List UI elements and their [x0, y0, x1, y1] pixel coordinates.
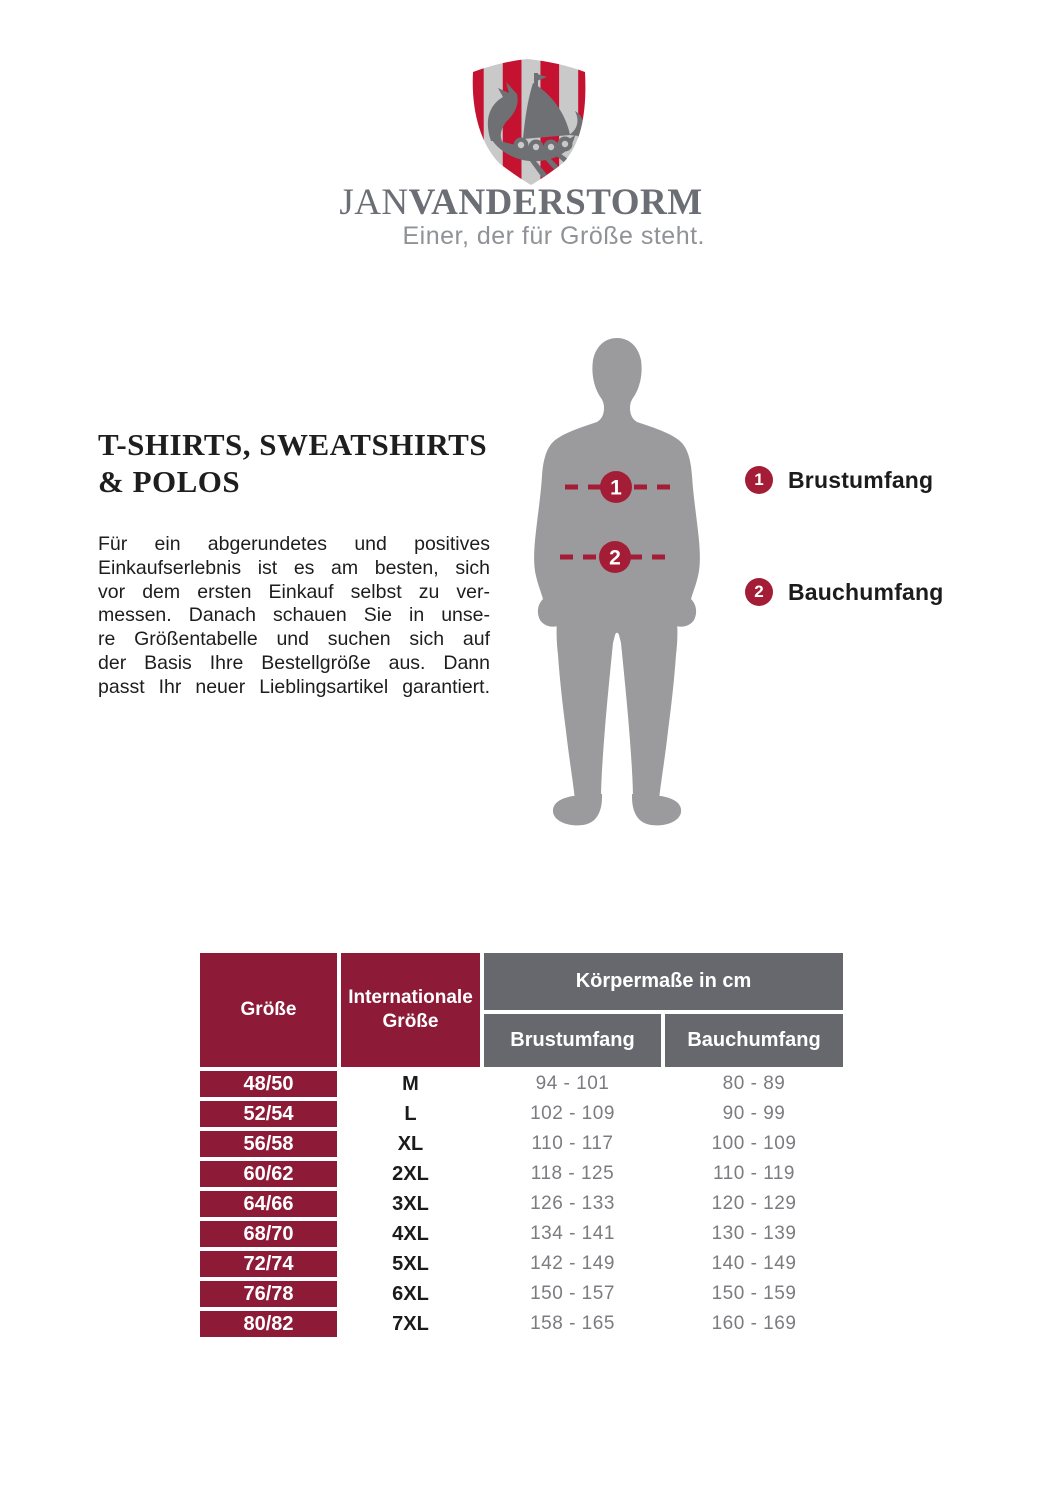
header-bauchumfang: Bauchumfang — [665, 1014, 843, 1067]
table-cell-brust: 102 - 109 — [530, 1103, 615, 1124]
table-cell-brust: 134 - 141 — [530, 1223, 615, 1244]
table-cell-international: 6XL — [392, 1282, 429, 1305]
table-cell-international: 5XL — [392, 1252, 429, 1275]
legend-label-brustumfang: Brustumfang — [788, 466, 934, 493]
male-silhouette-icon — [525, 333, 705, 833]
table-cell-bauch: 140 - 149 — [711, 1253, 797, 1274]
intro-line: messen. Danach schauen Sie in unse- — [98, 604, 490, 627]
chest-marker-number: 1 — [610, 476, 622, 500]
header-koerpermasse: Körpermaße in cm — [484, 953, 843, 1010]
table-cell-groesse: 68/70 — [200, 1221, 337, 1247]
table-cell-brust: 126 - 133 — [530, 1193, 615, 1214]
table-cell-international: 7XL — [392, 1312, 429, 1335]
legend-badge-1: 1 — [745, 466, 773, 494]
table-cell-brust: 142 - 149 — [530, 1253, 615, 1274]
table-cell-international: L — [404, 1102, 417, 1125]
viking-ship-shield-icon — [465, 55, 597, 185]
intro-line: passt Ihr neuer Lieblingsartikel garantiert. — [98, 675, 490, 698]
table-cell-bauch: 130 - 139 — [711, 1223, 797, 1244]
table-cell-brust: 94 - 101 — [535, 1073, 610, 1094]
wordmark-vanderstorm: VANDERSTORM — [408, 182, 703, 223]
table-cell-bauch: 150 - 159 — [711, 1283, 797, 1304]
table-cell-groesse: 60/62 — [200, 1161, 337, 1187]
table-cell-bauch: 110 - 119 — [713, 1163, 795, 1184]
table-cell-groesse: 72/74 — [200, 1251, 337, 1277]
intro-line: vor dem ersten Einkauf selbst zu ver- — [98, 580, 490, 603]
intro-line: Für ein abgerundetes und positives — [98, 533, 490, 555]
table-cell-international: 3XL — [392, 1192, 429, 1215]
table-cell-bauch: 120 - 129 — [711, 1193, 797, 1214]
page-title-line1: T-SHIRTS, SWEATSHIRTS — [98, 427, 488, 462]
brand-wordmark — [0, 181, 1042, 224]
table-cell-bauch: 160 - 169 — [711, 1313, 797, 1334]
intro-line: re Größentabelle und suchen sich auf — [98, 628, 490, 651]
page-title-line2: & POLOS — [98, 464, 241, 499]
table-cell-groesse: 56/58 — [200, 1131, 337, 1157]
legend-item-brustumfang — [745, 466, 933, 494]
table-cell-international: 2XL — [392, 1162, 429, 1185]
legend-badge-2: 2 — [745, 578, 773, 606]
table-cell-bauch: 90 - 99 — [722, 1103, 786, 1124]
table-cell-bauch: 80 - 89 — [722, 1073, 786, 1094]
table-cell-international: XL — [397, 1132, 424, 1155]
brand-shield-logo — [465, 55, 597, 190]
legend-label-bauchumfang: Bauchumfang — [788, 578, 944, 605]
table-cell-groesse: 48/50 — [200, 1071, 337, 1097]
body-measurement-figure — [525, 333, 705, 838]
intro-line: der Basis Ihre Bestellgröße aus. Dann — [98, 651, 490, 674]
table-cell-brust: 118 - 125 — [530, 1163, 615, 1184]
table-cell-groesse: 64/66 — [200, 1191, 337, 1217]
table-cell-groesse: 52/54 — [200, 1101, 337, 1127]
table-cell-brust: 158 - 165 — [530, 1313, 615, 1334]
legend-item-bauchumfang — [745, 578, 944, 606]
intro-line: Einkaufserlebnis ist es am besten, sich — [98, 556, 490, 579]
table-cell-groesse: 76/78 — [200, 1281, 337, 1307]
table-cell-groesse: 80/82 — [200, 1311, 337, 1337]
table-cell-brust: 110 - 117 — [531, 1133, 614, 1154]
header-internationale-groesse: Internationale Größe — [341, 953, 480, 1067]
page-title — [98, 426, 487, 500]
belly-marker-number: 2 — [609, 546, 621, 570]
header-groesse: Größe — [200, 953, 337, 1067]
table-cell-international: 4XL — [392, 1222, 429, 1245]
intro-paragraph — [98, 533, 490, 700]
header-brustumfang: Brustumfang — [484, 1014, 661, 1067]
table-cell-brust: 150 - 157 — [530, 1283, 615, 1304]
brand-tagline: Einer, der für Größe steht. — [402, 222, 705, 250]
wordmark-jan: JAN — [339, 182, 409, 223]
size-table — [200, 953, 843, 1337]
table-cell-international: M — [402, 1072, 419, 1095]
table-cell-bauch: 100 - 109 — [711, 1133, 797, 1154]
